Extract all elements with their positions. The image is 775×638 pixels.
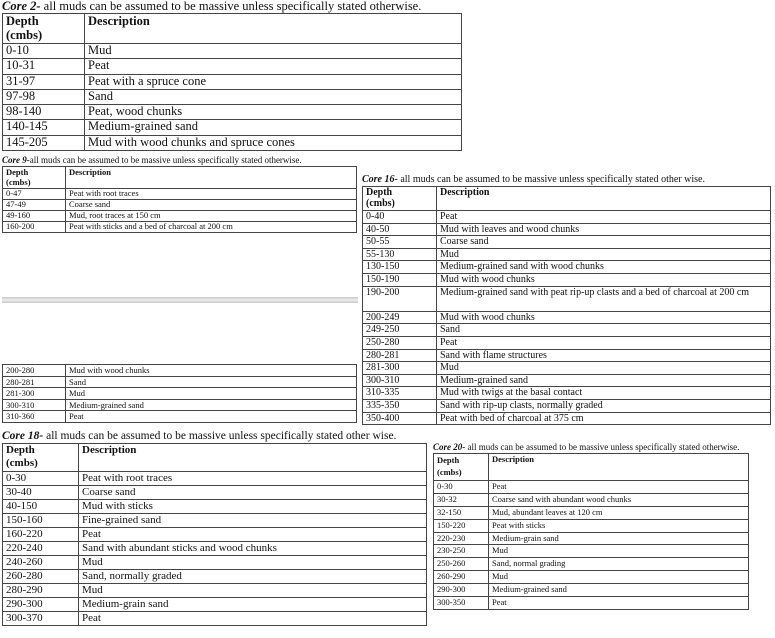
depth-cell: 310-335 xyxy=(363,387,437,400)
table-row xyxy=(3,570,427,584)
table-row xyxy=(363,261,771,274)
depth-cell: 200-280 xyxy=(3,365,66,377)
core9-section xyxy=(2,156,357,233)
table-row xyxy=(3,399,357,411)
description-cell: Medium-grained sand xyxy=(437,374,771,387)
table-row xyxy=(363,387,771,400)
description-cell: Coarse sand xyxy=(79,486,427,500)
description-cell: Mud xyxy=(489,545,749,558)
description-cell: Mud xyxy=(66,388,357,400)
table-row xyxy=(3,200,357,211)
depth-cell: 335-350 xyxy=(363,399,437,412)
core2-body xyxy=(3,44,462,151)
depth-cell: 97-98 xyxy=(3,89,85,104)
description-cell: Peat xyxy=(79,612,427,626)
depth-header: Depth (cmbs) xyxy=(3,14,85,44)
depth-header: Depth (cmbs) xyxy=(434,454,489,481)
core9-top-body xyxy=(3,189,357,233)
description-cell: Medium-grained sand with peat rip-up clasts and a bed of charcoal at 200 cm xyxy=(437,286,771,311)
description-cell: Sand xyxy=(66,376,357,388)
table-row xyxy=(434,571,749,584)
table-row xyxy=(3,135,462,150)
table-row xyxy=(3,105,462,120)
core20-section xyxy=(433,443,749,610)
depth-cell: 31-97 xyxy=(3,74,85,89)
core18-body xyxy=(3,472,427,626)
description-cell: Peat with a spruce cone xyxy=(85,74,462,89)
table-row xyxy=(3,411,357,423)
table-row xyxy=(363,374,771,387)
table-row xyxy=(3,472,427,486)
core2-note: all muds can be assumed to be massive unless specifically stated otherwise. xyxy=(40,0,422,13)
depth-cell: 0-30 xyxy=(3,472,79,486)
depth-header: Depth (cmbs) xyxy=(3,444,79,472)
core9-note: all muds can be assumed to be massive unless specifically stated otherwise. xyxy=(29,155,302,165)
description-cell: Medium-grained sand xyxy=(85,120,462,135)
depth-cell: 130-150 xyxy=(363,261,437,274)
description-cell: Mud xyxy=(489,571,749,584)
description-cell: Peat xyxy=(66,411,357,423)
description-cell: Sand, normal grading xyxy=(489,558,749,571)
core18-table xyxy=(2,443,427,626)
core18-title: Core 18- xyxy=(2,430,44,442)
description-cell: Peat xyxy=(437,211,771,224)
depth-cell: 190-200 xyxy=(363,286,437,311)
depth-cell: 300-310 xyxy=(3,399,66,411)
table-row xyxy=(363,236,771,249)
description-cell: Mud with sticks xyxy=(79,500,427,514)
table-row xyxy=(3,612,427,626)
core18-caption xyxy=(2,430,427,443)
depth-cell: 160-200 xyxy=(3,222,66,233)
depth-header: Depth (cmbs) xyxy=(3,167,66,189)
table-row xyxy=(3,486,427,500)
table-row xyxy=(434,506,749,519)
description-cell: Mud xyxy=(79,584,427,598)
description-cell: Sand xyxy=(85,89,462,104)
table-row xyxy=(3,222,357,233)
core20-header-row xyxy=(434,454,749,481)
table-row xyxy=(363,336,771,349)
depth-cell: 281-300 xyxy=(363,362,437,375)
core9-continued-section xyxy=(2,364,357,423)
description-header: Description xyxy=(79,444,427,472)
description-cell: Peat with sticks xyxy=(489,519,749,532)
depth-cell: 30-40 xyxy=(3,486,79,500)
depth-cell: 220-240 xyxy=(3,542,79,556)
description-cell: Mud, root traces at 150 cm xyxy=(66,211,357,222)
table-row xyxy=(3,500,427,514)
depth-cell: 160-220 xyxy=(3,528,79,542)
depth-cell: 30-32 xyxy=(434,493,489,506)
description-cell: Coarse sand xyxy=(66,200,357,211)
description-cell: Mud xyxy=(79,556,427,570)
depth-cell: 32-150 xyxy=(434,506,489,519)
description-cell: Mud with wood chunks xyxy=(437,273,771,286)
table-row xyxy=(3,59,462,74)
table-row xyxy=(3,376,357,388)
description-cell: Medium-grain sand xyxy=(489,532,749,545)
core2-section xyxy=(2,0,462,151)
core16-header-row xyxy=(363,187,771,211)
table-row xyxy=(3,528,427,542)
table-row xyxy=(3,584,427,598)
description-cell: Coarse sand xyxy=(437,236,771,249)
description-cell: Sand with rip-up clasts, normally graded xyxy=(437,399,771,412)
core20-note: all muds can be assumed to be massive unless specifically stated otherwise. xyxy=(465,442,740,452)
description-cell: Peat with root traces xyxy=(79,472,427,486)
depth-cell: 281-300 xyxy=(3,388,66,400)
table-row xyxy=(3,120,462,135)
description-cell: Peat with sticks and a bed of charcoal at 200 cm xyxy=(66,222,357,233)
table-row xyxy=(434,493,749,506)
table-row xyxy=(363,223,771,236)
core2-header-row xyxy=(3,14,462,44)
table-row xyxy=(3,514,427,528)
depth-cell: 300-370 xyxy=(3,612,79,626)
depth-cell: 55-130 xyxy=(363,248,437,261)
table-row xyxy=(3,211,357,222)
table-row xyxy=(363,248,771,261)
core2-title: Core 2- xyxy=(2,0,41,13)
depth-cell: 260-290 xyxy=(434,571,489,584)
description-header: Description xyxy=(66,167,357,189)
depth-cell: 290-300 xyxy=(3,598,79,612)
description-header: Description xyxy=(85,14,462,44)
core16-caption xyxy=(362,175,771,186)
table-row xyxy=(3,44,462,59)
table-row xyxy=(434,558,749,571)
core18-header-row xyxy=(3,444,427,472)
table-row xyxy=(363,273,771,286)
depth-cell: 0-47 xyxy=(3,189,66,200)
table-row xyxy=(434,584,749,597)
depth-cell: 249-250 xyxy=(363,324,437,337)
depth-cell: 280-281 xyxy=(363,349,437,362)
depth-cell: 250-280 xyxy=(363,336,437,349)
depth-cell: 150-190 xyxy=(363,273,437,286)
depth-cell: 150-220 xyxy=(434,519,489,532)
core9-title: Core 9- xyxy=(2,155,30,165)
depth-cell: 40-150 xyxy=(3,500,79,514)
core20-title: Core 20- xyxy=(433,442,466,452)
core9-table-top xyxy=(2,166,357,233)
core16-note: all muds can be assumed to be massive unless specifically stated other wise. xyxy=(397,174,705,185)
depth-cell: 150-160 xyxy=(3,514,79,528)
table-row xyxy=(363,362,771,375)
table-row xyxy=(434,532,749,545)
depth-cell: 280-290 xyxy=(3,584,79,598)
table-row xyxy=(3,89,462,104)
depth-cell: 310-360 xyxy=(3,411,66,423)
description-cell: Mud with wood chunks xyxy=(437,311,771,324)
description-cell: Sand with abundant sticks and wood chunks xyxy=(79,542,427,556)
description-header: Description xyxy=(489,454,749,481)
core16-body xyxy=(363,211,771,425)
table-row xyxy=(434,519,749,532)
core20-body xyxy=(434,481,749,610)
core9-bottom-body xyxy=(3,365,357,423)
description-cell: Peat xyxy=(85,59,462,74)
core9-caption xyxy=(2,156,357,166)
core18-note: all muds can be assumed to be massive unless specifically stated other wise. xyxy=(43,430,397,442)
depth-cell: 50-55 xyxy=(363,236,437,249)
table-row xyxy=(363,412,771,425)
table-row xyxy=(363,399,771,412)
table-row xyxy=(3,74,462,89)
description-cell: Medium-grained sand xyxy=(489,584,749,597)
core20-table xyxy=(433,453,749,610)
depth-cell: 98-140 xyxy=(3,105,85,120)
table-row xyxy=(363,324,771,337)
table-row xyxy=(434,545,749,558)
table-row xyxy=(434,481,749,494)
depth-cell: 40-50 xyxy=(363,223,437,236)
core16-table xyxy=(362,186,771,425)
depth-header: Depth (cmbs) xyxy=(363,187,437,211)
description-cell: Peat xyxy=(489,481,749,494)
depth-cell: 260-280 xyxy=(3,570,79,584)
description-cell: Coarse sand with abundant wood chunks xyxy=(489,493,749,506)
description-cell: Mud xyxy=(437,362,771,375)
table-row xyxy=(363,211,771,224)
depth-cell: 240-260 xyxy=(3,556,79,570)
depth-cell: 350-400 xyxy=(363,412,437,425)
depth-cell: 250-260 xyxy=(434,558,489,571)
core9-header-row xyxy=(3,167,357,189)
depth-cell: 290-300 xyxy=(434,584,489,597)
table-row xyxy=(3,556,427,570)
description-cell: Peat with bed of charcoal at 375 cm xyxy=(437,412,771,425)
description-cell: Mud, abundant leaves at 120 cm xyxy=(489,506,749,519)
table-row xyxy=(3,365,357,377)
description-cell: Medium-grained sand with wood chunks xyxy=(437,261,771,274)
core2-table xyxy=(2,13,462,151)
description-cell: Mud xyxy=(437,248,771,261)
description-cell: Mud with wood chunks and spruce cones xyxy=(85,135,462,150)
description-cell: Peat xyxy=(79,528,427,542)
core16-title: Core 16- xyxy=(362,174,398,185)
table-row xyxy=(3,189,357,200)
description-header: Description xyxy=(437,187,771,211)
core16-section xyxy=(362,175,771,425)
description-cell: Peat xyxy=(489,597,749,610)
description-cell: Fine-grained sand xyxy=(79,514,427,528)
core9-table-bottom xyxy=(2,364,357,423)
depth-cell: 140-145 xyxy=(3,120,85,135)
depth-cell: 300-310 xyxy=(363,374,437,387)
description-cell: Peat xyxy=(437,336,771,349)
table-row xyxy=(3,598,427,612)
table-row xyxy=(3,388,357,400)
table-row xyxy=(363,311,771,324)
description-cell: Peat with root traces xyxy=(66,189,357,200)
description-cell: Medium-grained sand xyxy=(66,399,357,411)
description-cell: Sand, normally graded xyxy=(79,570,427,584)
core18-section xyxy=(2,430,427,626)
depth-cell: 280-281 xyxy=(3,376,66,388)
description-cell: Medium-grain sand xyxy=(79,598,427,612)
description-cell: Mud with twigs at the basal contact xyxy=(437,387,771,400)
depth-cell: 220-230 xyxy=(434,532,489,545)
depth-cell: 300-350 xyxy=(434,597,489,610)
description-cell: Mud xyxy=(85,44,462,59)
description-cell: Mud with leaves and wood chunks xyxy=(437,223,771,236)
table-row xyxy=(363,349,771,362)
depth-cell: 0-30 xyxy=(434,481,489,494)
table-row xyxy=(363,286,771,311)
description-cell: Peat, wood chunks xyxy=(85,105,462,120)
depth-cell: 10-31 xyxy=(3,59,85,74)
depth-cell: 230-250 xyxy=(434,545,489,558)
depth-cell: 0-40 xyxy=(363,211,437,224)
core20-caption xyxy=(433,443,749,453)
depth-cell: 49-160 xyxy=(3,211,66,222)
page-break-divider xyxy=(2,297,358,303)
depth-cell: 145-205 xyxy=(3,135,85,150)
table-row xyxy=(3,542,427,556)
depth-cell: 47-49 xyxy=(3,200,66,211)
depth-cell: 200-249 xyxy=(363,311,437,324)
description-cell: Sand xyxy=(437,324,771,337)
description-cell: Mud with wood chunks xyxy=(66,365,357,377)
depth-cell: 0-10 xyxy=(3,44,85,59)
core2-caption xyxy=(2,0,462,13)
description-cell: Sand with flame structures xyxy=(437,349,771,362)
table-row xyxy=(434,597,749,610)
